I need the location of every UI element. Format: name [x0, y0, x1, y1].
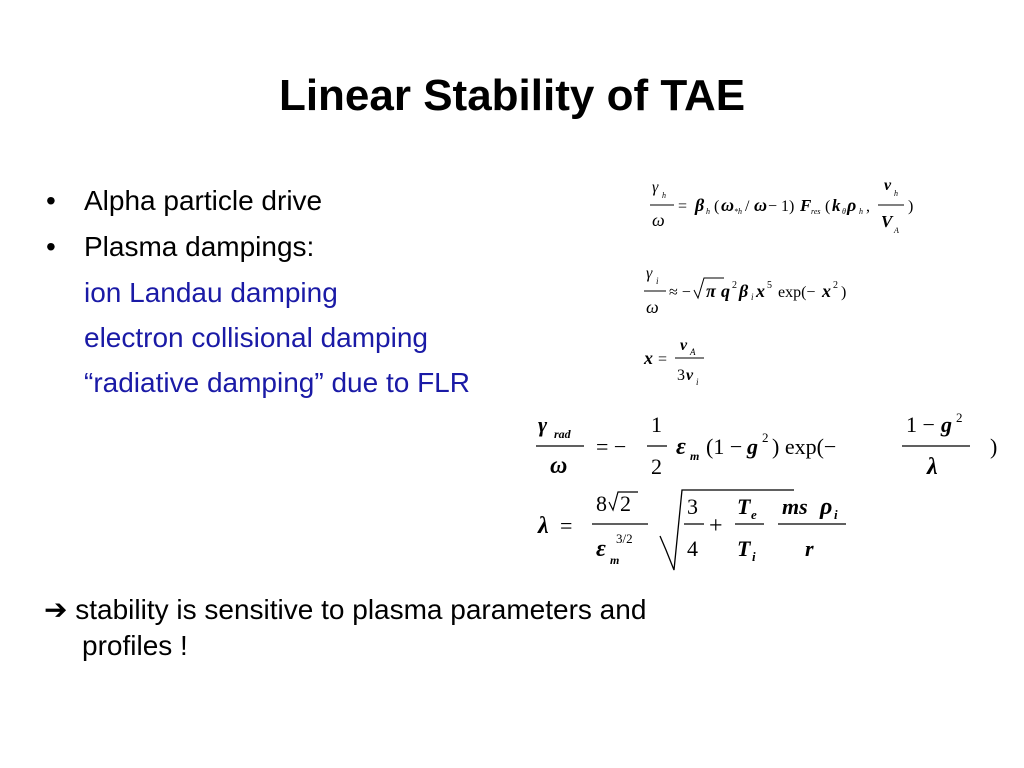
svg-text:= −: = −	[596, 434, 627, 459]
svg-text:k: k	[832, 196, 841, 215]
bullet-text: Alpha particle drive	[84, 185, 323, 216]
svg-text:2: 2	[732, 280, 737, 291]
svg-text:rad: rad	[554, 427, 571, 441]
svg-text:ρ: ρ	[847, 195, 857, 215]
svg-text:i: i	[834, 507, 838, 522]
svg-text:=: =	[560, 513, 573, 538]
svg-text:ω: ω	[652, 210, 665, 230]
svg-text:1: 1	[651, 412, 662, 437]
svg-text:+: +	[709, 513, 723, 539]
svg-text:h: h	[894, 189, 898, 198]
svg-text:i: i	[656, 276, 659, 286]
svg-text:g: g	[747, 434, 758, 459]
svg-text:(: (	[714, 198, 720, 215]
svg-text:=: =	[678, 198, 688, 215]
svg-text:2: 2	[956, 410, 963, 425]
bullet-marker: •	[46, 185, 56, 216]
equation-alpha-drive	[648, 174, 988, 240]
conclusion-line-2: profiles !	[82, 630, 188, 661]
svg-text:2: 2	[762, 430, 769, 445]
svg-text:γ: γ	[652, 179, 659, 196]
svg-text:ms: ms	[782, 494, 808, 519]
svg-text:=: =	[658, 351, 668, 368]
svg-text:) exp(−: ) exp(−	[772, 434, 837, 459]
svg-text:F: F	[800, 196, 812, 215]
svg-text:β: β	[695, 195, 705, 215]
svg-text:8: 8	[596, 491, 607, 516]
bullet-plasma-dampings	[46, 230, 315, 264]
svg-text:π: π	[706, 281, 716, 301]
svg-text:ω: ω	[646, 297, 659, 317]
equation-lambda	[534, 486, 874, 576]
svg-text:2: 2	[651, 454, 662, 479]
svg-text:res: res	[811, 207, 821, 216]
svg-text:ω: ω	[550, 453, 568, 479]
svg-text:V: V	[881, 212, 893, 231]
svg-text:3: 3	[677, 367, 685, 384]
svg-text:,: ,	[866, 198, 870, 215]
svg-text:γ: γ	[646, 265, 653, 282]
equation-ion-landau	[642, 260, 882, 322]
svg-text:θ: θ	[842, 207, 846, 216]
svg-text:1 −: 1 −	[906, 412, 935, 437]
svg-text:x: x	[822, 281, 831, 301]
svg-text:λ: λ	[927, 454, 938, 480]
svg-text:ε: ε	[676, 434, 686, 460]
equation-radiative-damping	[534, 404, 1014, 488]
svg-text:2: 2	[620, 491, 631, 516]
svg-text:(: (	[825, 198, 831, 215]
arrow-icon: ➔	[44, 594, 68, 625]
slide-title: Linear Stability of TAE	[278, 71, 746, 120]
svg-text:x: x	[644, 348, 653, 368]
svg-text:v: v	[686, 367, 694, 384]
svg-text:ρ: ρ	[820, 494, 833, 520]
svg-text:v: v	[680, 337, 688, 354]
damping-electron-collisional: electron collisional damping	[84, 322, 428, 353]
svg-text:i: i	[752, 549, 756, 564]
svg-text:): )	[990, 434, 998, 459]
svg-text:A: A	[690, 347, 696, 357]
conclusion-line-1: stability is sensitive to plasma parameters and	[75, 594, 647, 625]
conclusion-text	[44, 592, 646, 664]
svg-text:ε: ε	[596, 536, 606, 562]
bullet-text: Plasma dampings:	[84, 231, 315, 262]
svg-text:m: m	[610, 553, 620, 567]
svg-text:g: g	[941, 412, 952, 437]
svg-text:v: v	[884, 177, 892, 194]
svg-text:): )	[908, 198, 914, 215]
svg-text:i: i	[751, 292, 754, 302]
svg-text:x: x	[756, 281, 765, 301]
svg-text:2: 2	[833, 280, 838, 291]
bullet-alpha-drive	[46, 184, 323, 218]
svg-text:− 1): − 1)	[768, 198, 795, 215]
svg-text:): )	[841, 284, 847, 301]
svg-text:β: β	[739, 281, 749, 301]
svg-text:exp(−: exp(−	[778, 284, 816, 301]
svg-text:e: e	[751, 507, 757, 522]
svg-text:≈ −: ≈ −	[669, 284, 691, 301]
svg-text:γ: γ	[538, 412, 548, 437]
bullet-marker: •	[46, 231, 56, 262]
svg-text:ω: ω	[721, 195, 735, 215]
damping-radiative: “radiative damping” due to FLR	[84, 367, 470, 398]
svg-text:T: T	[737, 494, 751, 519]
svg-text:h: h	[662, 191, 666, 200]
svg-text:h: h	[706, 207, 710, 216]
svg-text:3/2: 3/2	[616, 531, 633, 546]
damping-ion-landau: ion Landau damping	[84, 277, 338, 308]
svg-text:5: 5	[767, 280, 772, 291]
svg-text:T: T	[737, 536, 751, 561]
svg-text:h: h	[859, 207, 863, 216]
svg-text:3: 3	[687, 494, 698, 519]
equation-x-definition	[642, 334, 722, 396]
svg-text:ω: ω	[754, 195, 768, 215]
svg-text:/: /	[745, 198, 750, 215]
svg-text:r: r	[805, 536, 814, 561]
svg-text:A: A	[894, 226, 899, 235]
svg-text:i: i	[696, 377, 699, 387]
svg-text:4: 4	[687, 536, 698, 561]
svg-text:λ: λ	[538, 513, 549, 539]
svg-text:q: q	[721, 281, 730, 301]
svg-text:(1 −: (1 −	[706, 434, 743, 459]
svg-text:*h: *h	[734, 207, 742, 216]
svg-text:m: m	[690, 449, 700, 463]
